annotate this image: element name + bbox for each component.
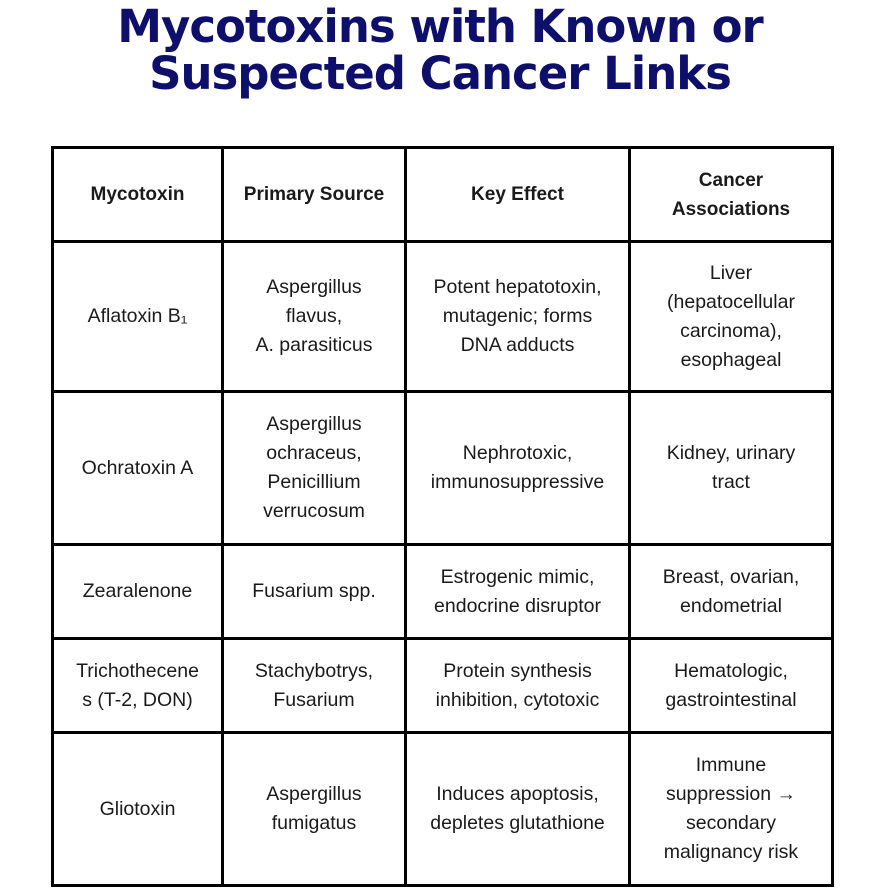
- cell-text-line: Potent hepatotoxin,: [433, 276, 602, 298]
- cell-text-line: Trichothecene: [76, 659, 199, 682]
- cell-text-line: Aspergillus: [266, 276, 362, 298]
- cell-source: [223, 545, 406, 639]
- cell-text-line: Aspergillus: [266, 413, 362, 435]
- cell-effect: [406, 733, 630, 886]
- cell-text-line: verrucosum: [263, 500, 365, 522]
- cell-text-line: Hematologic,: [674, 659, 788, 682]
- table-row: [53, 392, 833, 545]
- cell-text-line: Aspergillus: [266, 783, 362, 805]
- cell-text-line: endometrial: [680, 594, 782, 617]
- cell-source: [223, 639, 406, 733]
- cell-effect: [406, 392, 630, 545]
- cell-text-line: tract: [712, 471, 750, 493]
- cell-text-line: Stachybotrys,: [254, 659, 374, 682]
- cell-text-line: Kidney, urinary: [666, 442, 796, 464]
- page-title: [0, 0, 880, 100]
- mycotoxin-table: [51, 146, 834, 887]
- cell-text-line: malignancy risk: [663, 841, 799, 863]
- cell-cancer: [630, 639, 833, 733]
- header-cancer-associations: [630, 148, 833, 242]
- cell-text-line: Induces apoptosis,: [436, 783, 599, 805]
- cell-text-line: s (T-2, DON): [82, 688, 193, 711]
- cell-effect: [406, 242, 630, 392]
- cell-text-line: Ochratoxin A: [81, 456, 194, 479]
- cell-cancer: [630, 242, 833, 392]
- cell-cancer: [630, 733, 833, 886]
- cell-text-line: immunosuppressive: [430, 471, 605, 493]
- header-primary-source: [223, 148, 406, 242]
- header-mycotoxin: [53, 148, 223, 242]
- cell-text-line: Cancer: [698, 169, 764, 191]
- cell-text-line: Liver: [709, 261, 753, 284]
- title-line-2: Suspected Cancer Links: [149, 47, 731, 100]
- cell-cancer: [630, 392, 833, 545]
- cell-text-line: A. parasiticus: [255, 334, 373, 356]
- cell-text-line: DNA adducts: [460, 334, 575, 356]
- cell-effect: [406, 639, 630, 733]
- cell-text-line: Primary Source: [243, 184, 385, 205]
- cell-text-line: inhibition, cytotoxic: [435, 688, 600, 711]
- cell-cancer: [630, 545, 833, 639]
- cell-text-line: Aflatoxin B₁: [87, 305, 188, 327]
- cell-text-line: Breast, ovarian,: [662, 565, 800, 588]
- cell-text-line: Fusarium: [273, 688, 355, 711]
- cell-text-line: depletes glutathione: [430, 812, 605, 834]
- cell-text-line: Mycotoxin: [90, 184, 185, 205]
- table-row: [53, 545, 833, 639]
- cell-text-line: Zearalenone: [82, 580, 193, 602]
- header-row: [53, 148, 833, 242]
- title-line-1: Mycotoxins with Known or: [117, 0, 763, 53]
- cell-text-line: endocrine disruptor: [434, 594, 601, 617]
- cell-text-line: ochraceus,: [266, 442, 362, 464]
- header-key-effect: [406, 148, 630, 242]
- cell-mycotoxin: [53, 242, 223, 392]
- cell-source: [223, 733, 406, 886]
- cell-text-line: Fusarium spp.: [252, 580, 376, 602]
- cell-text-line: (hepatocellular: [667, 290, 795, 313]
- cell-text-line: gastrointestinal: [665, 688, 797, 711]
- table-row: [53, 639, 833, 733]
- cell-text-line: Immune: [695, 754, 767, 776]
- cell-source: [223, 242, 406, 392]
- cell-text-line: mutagenic; forms: [442, 305, 593, 327]
- cell-source: [223, 392, 406, 545]
- cell-text-line: carcinoma),: [680, 319, 782, 342]
- cell-text-line: flavus,: [285, 305, 343, 327]
- cell-text-line: fumigatus: [271, 812, 357, 834]
- cell-text-line: secondary: [686, 812, 776, 834]
- cell-mycotoxin: [53, 639, 223, 733]
- table-row: [53, 242, 833, 392]
- table-row: [53, 733, 833, 886]
- cell-text-line: esophageal: [680, 348, 782, 371]
- cell-text-line: Nephrotoxic,: [462, 442, 573, 464]
- cell-text-line: Gliotoxin: [99, 797, 176, 820]
- cell-mycotoxin: [53, 392, 223, 545]
- cell-text-line: Associations: [671, 198, 791, 220]
- cell-text-line: Protein synthesis: [443, 659, 592, 682]
- cell-text-line: Penicillium: [267, 471, 361, 493]
- cell-effect: [406, 545, 630, 639]
- cell-text-line: suppression →: [665, 783, 797, 805]
- cell-mycotoxin: [53, 545, 223, 639]
- cell-text-line: Estrogenic mimic,: [440, 565, 595, 588]
- cell-text-line: Key Effect: [471, 184, 564, 205]
- cell-mycotoxin: [53, 733, 223, 886]
